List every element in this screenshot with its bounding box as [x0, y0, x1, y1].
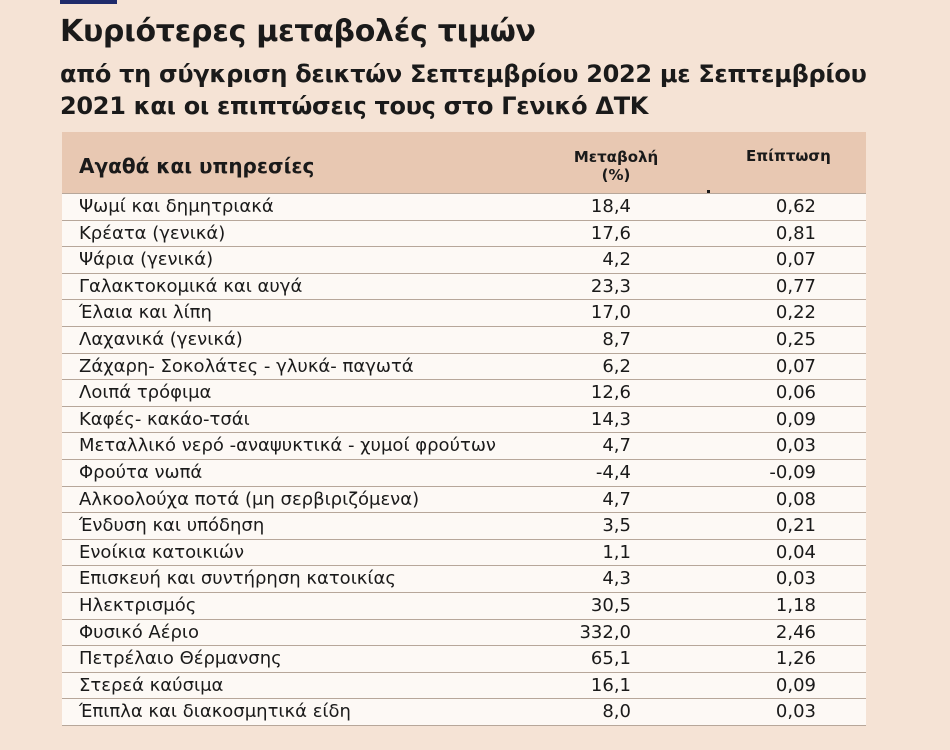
column-header-impact: Επίπτωση: [746, 147, 831, 165]
row-label: Γαλακτοκομικά και αυγά: [79, 275, 303, 297]
table-row: [62, 699, 866, 726]
row-impact-value: 0,21: [775, 515, 816, 537]
row-impact-value: 1,26: [775, 648, 816, 670]
accent-bar: [60, 0, 117, 4]
row-label: Ενοίκια κατοικιών: [79, 541, 245, 563]
table-row: [62, 221, 866, 248]
row-impact-value: 0,81: [775, 222, 816, 244]
row-impact-value: 0,25: [775, 328, 816, 350]
column-header-category: Αγαθά και υπηρεσίες: [79, 154, 315, 178]
row-label: Κρέατα (γενικά): [79, 222, 226, 244]
row-change-value: 23,3: [590, 275, 631, 297]
row-change-value: 8,0: [602, 701, 631, 723]
row-impact-value: 0,03: [775, 701, 816, 723]
table-row: [62, 300, 866, 327]
table-body: [62, 193, 866, 726]
row-change-value: 1,1: [602, 541, 631, 563]
row-impact-value: 1,18: [775, 594, 816, 616]
price-changes-table: [62, 132, 866, 726]
row-impact-value: 0,22: [775, 302, 816, 324]
row-label: Έπιπλα και διακοσμητικά είδη: [79, 701, 351, 723]
row-impact-value: 0,03: [775, 568, 816, 590]
row-change-value: 332,0: [579, 621, 631, 643]
row-label: Καφές- κακάο-τσάι: [79, 408, 250, 430]
row-impact-value: 0,62: [775, 196, 816, 217]
row-change-value: 4,3: [602, 568, 631, 590]
table-row: [62, 487, 866, 514]
row-label: Φρούτα νωπά: [79, 461, 203, 483]
row-change-value: 3,5: [602, 515, 631, 537]
row-change-value: 16,1: [590, 674, 631, 696]
table-row: [62, 380, 866, 407]
row-impact-value: 0,03: [775, 435, 816, 457]
row-change-value: 17,6: [590, 222, 631, 244]
row-change-value: 4,7: [602, 488, 631, 510]
row-label: Ηλεκτρισμός: [79, 594, 197, 616]
row-change-value: 8,7: [602, 328, 631, 350]
row-impact-value: 0,06: [775, 382, 816, 404]
row-label: Ψάρια (γενικά): [79, 249, 214, 271]
table-row: [62, 247, 866, 274]
row-change-value: 4,7: [602, 435, 631, 457]
page-subtitle: από τη σύγκριση δεικτών Σεπτεμβρίου 2022 με Σεπτεμβρίου 2021 και οι επιπτώσεις τους στο Γενικό ΔΤΚ: [60, 60, 867, 120]
row-label: Λαχανικά (γενικά): [79, 328, 243, 350]
table-row: [62, 327, 866, 354]
page-title: Κυριότερες μεταβολές τιμών: [60, 14, 536, 49]
row-impact-value: 2,46: [775, 621, 816, 643]
table-row: [62, 194, 866, 221]
table-row: [62, 566, 866, 593]
table-row: [62, 593, 866, 620]
row-impact-value: 0,07: [775, 249, 816, 271]
row-change-value: 65,1: [590, 648, 631, 670]
row-label: Φυσικό Αέριο: [79, 621, 199, 643]
row-change-value: 14,3: [590, 408, 631, 430]
row-label: Ένδυση και υπόδηση: [79, 515, 265, 537]
table-row: [62, 433, 866, 460]
table-row: [62, 646, 866, 673]
table-row: [62, 460, 866, 487]
row-impact-value: 0,07: [775, 355, 816, 377]
table-row: [62, 513, 866, 540]
table-row: [62, 620, 866, 647]
row-label: Ζάχαρη- Σοκολάτες - γλυκά- παγωτά: [79, 355, 414, 377]
row-change-value: 18,4: [590, 196, 631, 217]
table-row: [62, 407, 866, 434]
table-row: [62, 540, 866, 567]
row-label: Λοιπά τρόφιμα: [79, 382, 212, 404]
row-change-value: 6,2: [602, 355, 631, 377]
row-impact-value: 0,09: [775, 408, 816, 430]
row-impact-value: 0,04: [775, 541, 816, 563]
row-impact-value: 0,08: [775, 488, 816, 510]
table-row: [62, 354, 866, 381]
row-label: Αλκοολούχα ποτά (μη σερβιριζόμενα): [79, 488, 420, 510]
row-impact-value: 0,77: [775, 275, 816, 297]
table-row: [62, 274, 866, 301]
header-dot: [707, 190, 710, 193]
row-label: Πετρέλαιο Θέρμανσης: [79, 648, 282, 670]
column-header-change: Μεταβολή (%): [573, 148, 659, 184]
row-impact-value: -0,09: [769, 461, 816, 483]
row-label: Μεταλλικό νερό -αναψυκτικά - χυμοί φρούτων: [79, 435, 496, 457]
row-impact-value: 0,09: [775, 674, 816, 696]
row-change-value: 17,0: [590, 302, 631, 324]
row-label: Στερεά καύσιμα: [79, 674, 224, 696]
row-label: Επισκευή και συντήρηση κατοικίας: [79, 568, 396, 590]
row-change-value: 4,2: [602, 249, 631, 271]
row-change-value: 30,5: [590, 594, 631, 616]
row-change-value: 12,6: [590, 382, 631, 404]
table-header: [62, 132, 866, 193]
row-label: Ψωμί και δημητριακά: [79, 196, 274, 217]
row-change-value: -4,4: [595, 461, 631, 483]
table-row: [62, 673, 866, 700]
row-label: Έλαια και λίπη: [79, 302, 212, 324]
